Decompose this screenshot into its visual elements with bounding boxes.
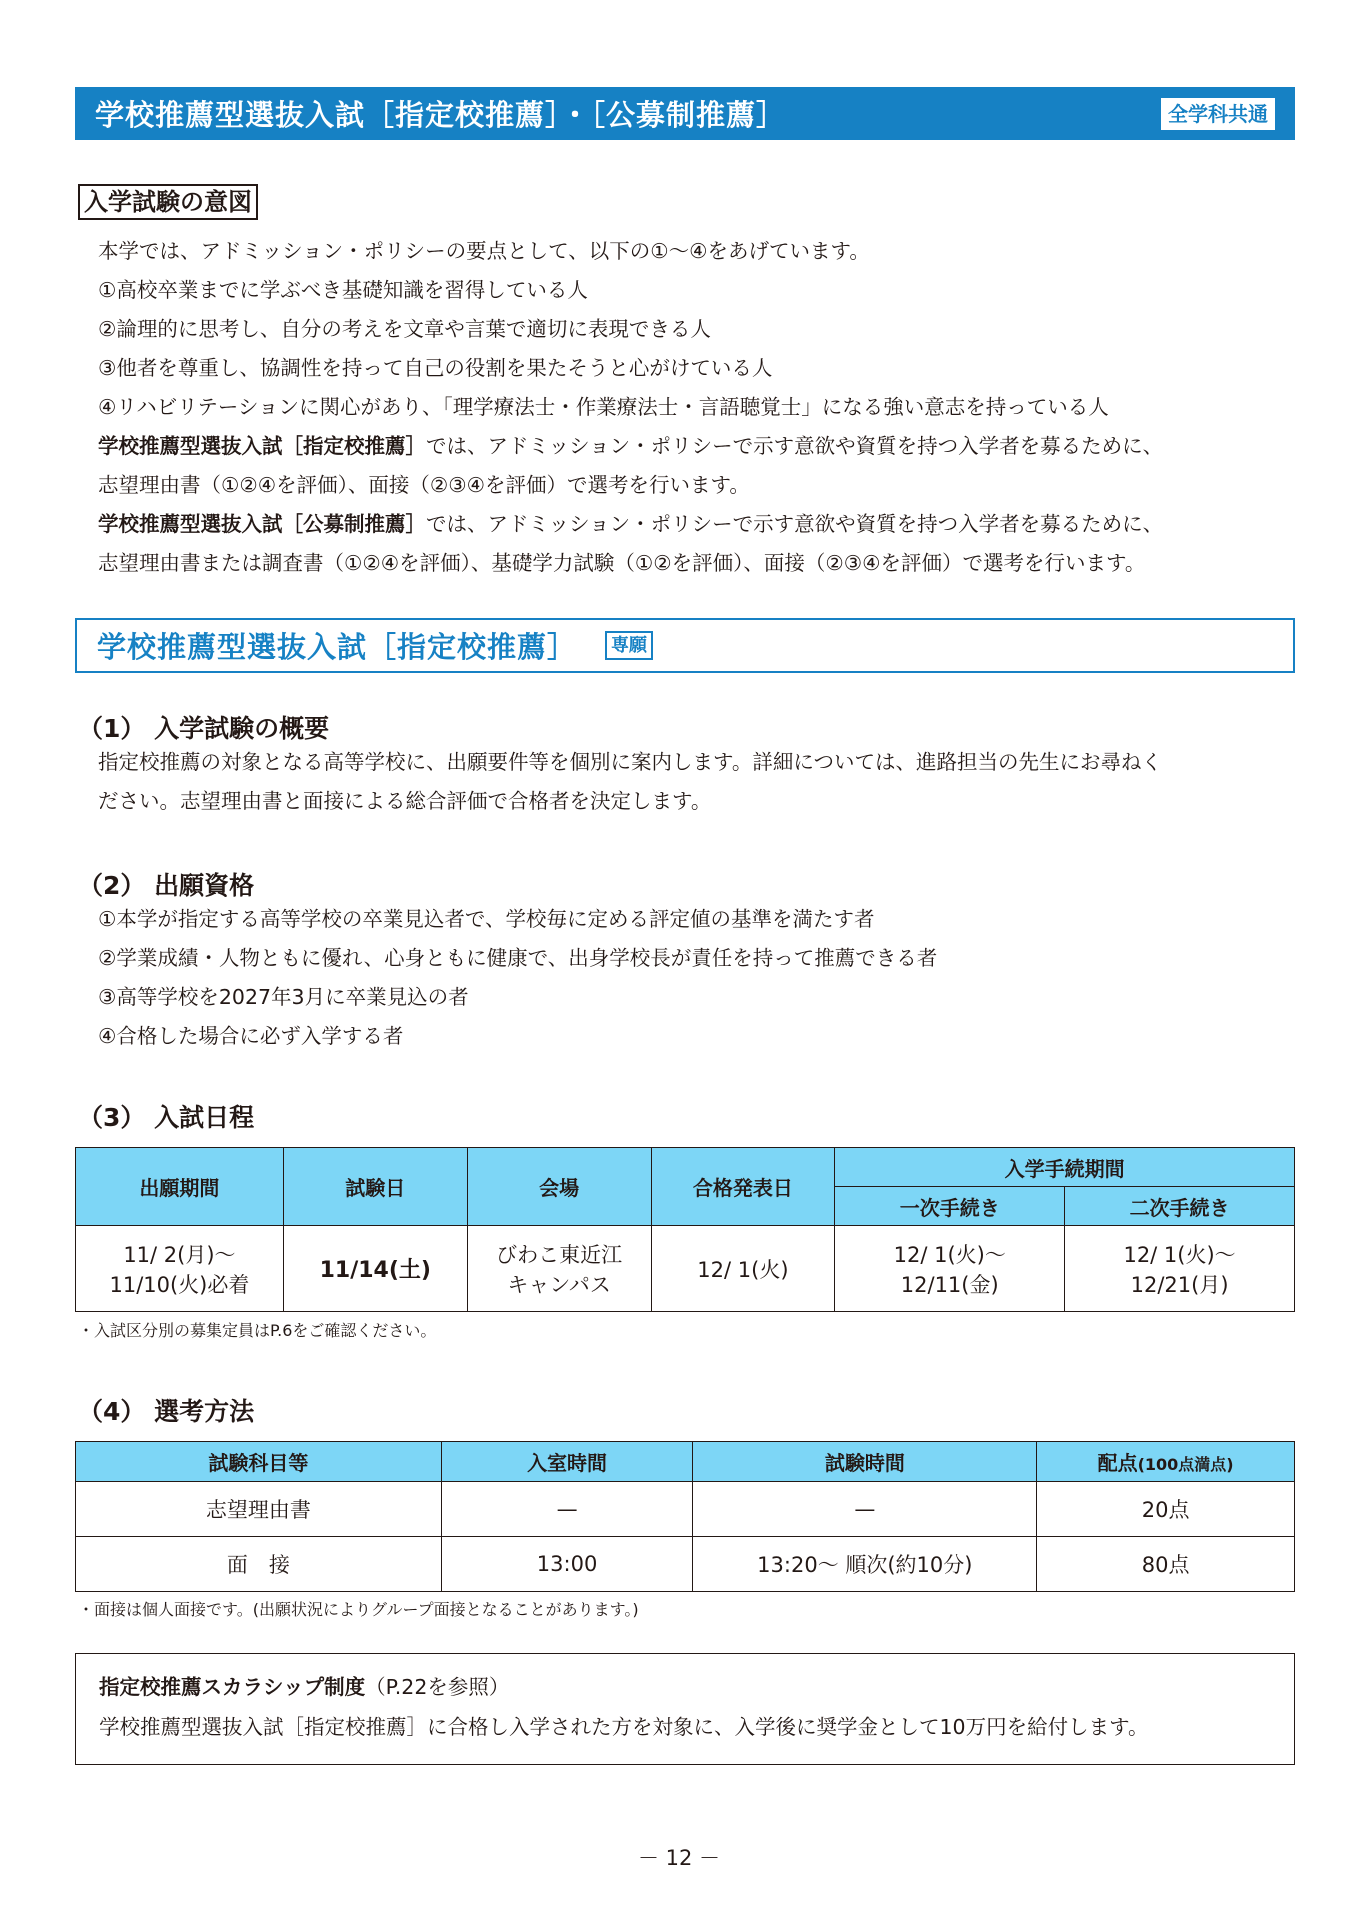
announcement-cell: 12/ 1(火) [651,1226,835,1312]
subject-cell: 志望理由書 [76,1482,442,1537]
header-subject: 試験科目等 [76,1442,442,1482]
title-banner [75,87,1295,140]
first-start: 12/ 1(火)～ [893,1242,1006,1267]
header-announcement: 合格発表日 [651,1148,835,1226]
intent-point: ④リハビリテーションに関心があり、「理学療法士・作業療法士・言語聴覚士」になる強い意志を持っている人 [98,395,1109,419]
score-note: (100点満点) [1137,1455,1234,1474]
intent-heading: 入学試験の意図 [78,184,258,220]
public-policy-line2: 志望理由書または調査書（①②④を評価）、基礎学力試験（①②を評価）、面接（②③④を評価）で選考を行います。 [98,551,1146,575]
score-label: 配点 [1097,1451,1138,1475]
intent-point: ②論理的に思考し、自分の考えを文章や言葉で適切に表現できる人 [98,317,711,341]
selection-note: ・面接は個人面接です。(出願状況によりグループ面接となることがあります。) [78,1600,639,1619]
venue-campus: キャンパス [507,1272,611,1297]
designated-policy-line2: 志望理由書（①②④を評価）、面接（②③④を評価）で選考を行います。 [98,473,750,497]
time-cell: 13:20～ 順次(約10分) [693,1537,1037,1592]
second-start: 12/ 1(火)～ [1123,1242,1236,1267]
selection-table [75,1441,1295,1592]
application-start: 11/ 2(月)～ [123,1242,236,1267]
qualification-item: ③高等学校を2027年3月に卒業見込の者 [98,985,469,1009]
entry-cell: — [441,1482,693,1537]
application-end: 11/10(火)必着 [109,1272,250,1297]
header-exam-time: 試験時間 [693,1442,1037,1482]
public-text: では、アドミッション・ポリシーで示す意欲や資質を持つ入学者を募るために、 [426,512,1164,536]
schedule-heading: （3） 入試日程 [78,1103,255,1132]
public-policy-line [98,505,1163,544]
header-venue: 会場 [467,1148,651,1226]
qualification-item: ②学業成績・人物ともに優れ、心身ともに健康で、出身学校長が責任を持って推薦できる者 [98,946,938,970]
scholarship-box [75,1653,1295,1765]
header-procedure: 入学手続期間 [835,1148,1295,1187]
header-second-procedure: 二次手続き [1065,1187,1295,1226]
first-end: 12/11(金) [900,1272,999,1297]
exclusive-badge: 専願 [605,631,653,660]
venue-cell [467,1226,651,1312]
intent-point: ③他者を尊重し、協調性を持って自己の役割を果たそうと心がけている人 [98,356,773,380]
table-row [76,1226,1295,1312]
score-cell: 80点 [1037,1537,1295,1592]
second-procedure-cell [1065,1226,1295,1312]
header-score [1037,1442,1295,1482]
second-end: 12/21(月) [1130,1272,1229,1297]
intent-point: ①高校卒業までに学ぶべき基礎知識を習得している人 [98,278,588,302]
public-label: 学校推薦型選抜入試［公募制推薦］ [98,512,426,536]
header-application: 出願期間 [76,1148,284,1226]
section-title: 学校推薦型選抜入試［指定校推薦］ [97,630,578,664]
score-cell: 20点 [1037,1482,1295,1537]
qualification-item: ④合格した場合に必ず入学する者 [98,1024,404,1048]
application-period-cell [76,1226,284,1312]
all-departments-badge: 全学科共通 [1161,98,1275,130]
first-procedure-cell [835,1226,1065,1312]
designated-label: 学校推薦型選抜入試［指定校推薦］ [98,434,426,458]
scholarship-ref: （P.22を参照） [365,1675,510,1699]
designated-text: では、アドミッション・ポリシーで示す意欲や資質を持つ入学者を募るために、 [426,434,1164,458]
banner-title: 学校推薦型選抜入試［指定校推薦］・［公募制推薦］ [95,98,787,132]
subject-cell: 面 接 [76,1537,442,1592]
overview-text: ださい。志望理由書と面接による総合評価で合格者を決定します。 [98,789,712,813]
schedule-note: ・入試区分別の募集定員はP.6をご確認ください。 [78,1321,437,1340]
entry-cell: 13:00 [441,1537,693,1592]
page-number: － 12 － [637,1846,721,1870]
header-exam-date: 試験日 [283,1148,467,1226]
designated-policy-line [98,427,1163,466]
table-row [76,1537,1295,1592]
qualification-heading: （2） 出願資格 [78,871,255,900]
exam-date-cell: 11/14(土) [283,1226,467,1312]
scholarship-body: 学校推薦型選抜入試［指定校推薦］に合格し入学された方を対象に、入学後に奨学金として10万円を給付します。 [99,1715,1149,1739]
designated-section-header [75,618,1295,673]
intent-intro: 本学では、アドミッション・ポリシーの要点として、以下の①～④をあげています。 [98,239,870,263]
qualification-item: ①本学が指定する高等学校の卒業見込者で、学校毎に定める評定値の基準を満たす者 [98,907,875,931]
overview-text: 指定校推薦の対象となる高等学校に、出願要件等を個別に案内します。詳細については、進路担当の先生にお尋ねく [98,750,1162,774]
venue-name: びわこ東近江 [496,1242,623,1267]
table-row [76,1482,1295,1537]
header-first-procedure: 一次手続き [835,1187,1065,1226]
selection-heading: （4） 選考方法 [78,1397,255,1426]
time-cell: — [693,1482,1037,1537]
header-entry-time: 入室時間 [441,1442,693,1482]
overview-heading: （1） 入学試験の概要 [78,714,330,743]
schedule-table [75,1147,1295,1312]
scholarship-name: 指定校推薦スカラシップ制度 [99,1675,366,1699]
scholarship-title [99,1670,509,1700]
